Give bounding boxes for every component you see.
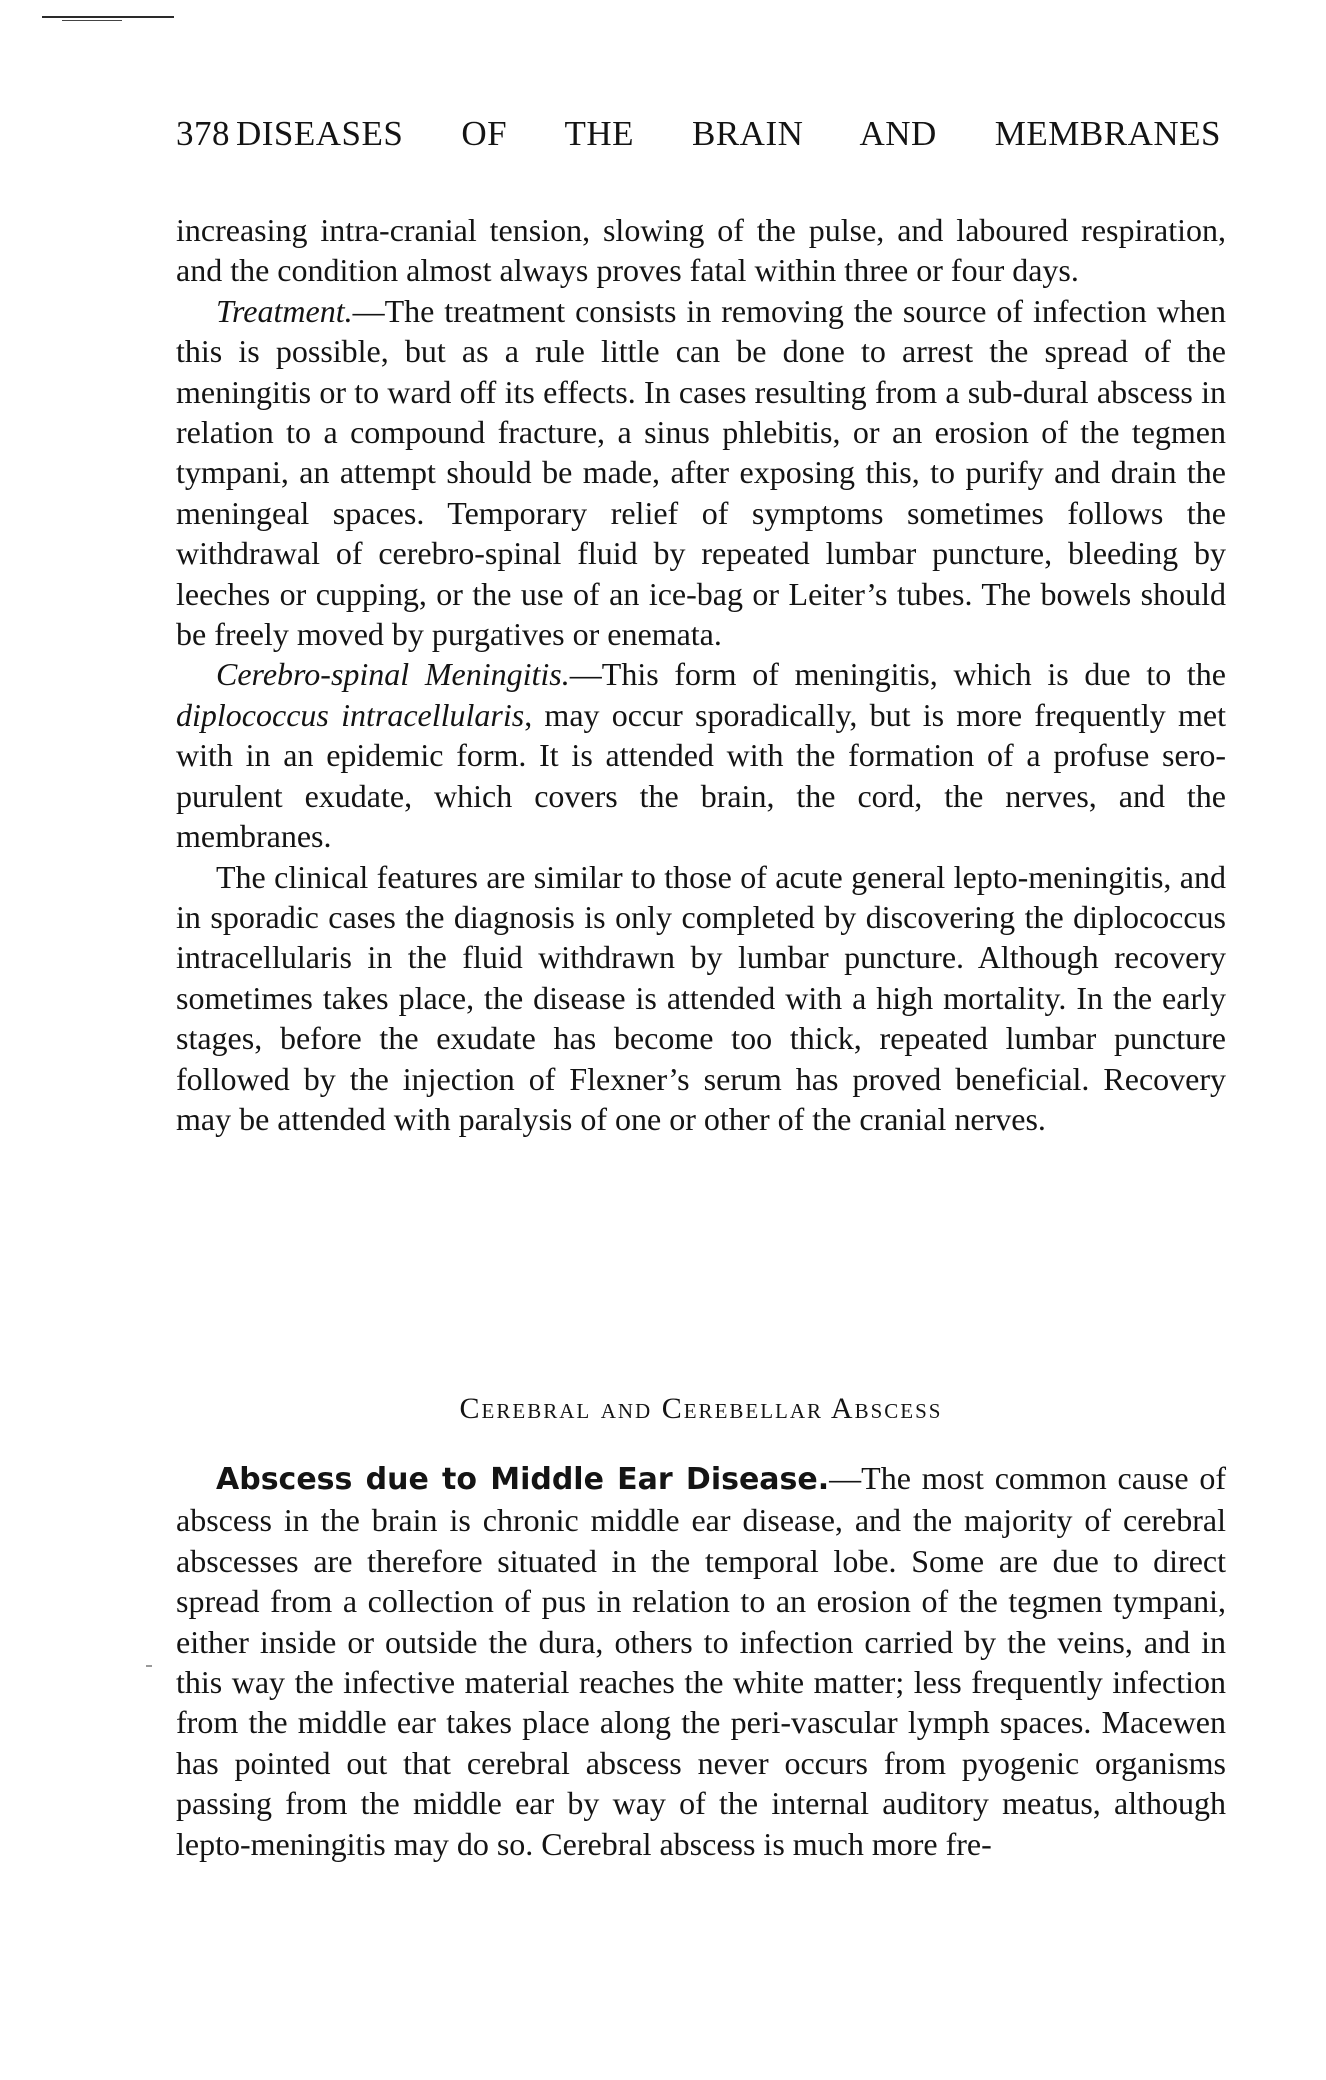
paragraph-text: —The most common cause of abscess in the brain is chronic middle ear disease, and the majority of cerebral abscesses are therefore situated in the temporal lobe. Some are due to direct spread from a collection of pus in relation to an erosion of the tegmen tympani, either inside or outside the dura, others to infection carried by the veins, and in this way the infective material reaches the white matter; less frequently infection from the middle ear takes place along the peri-vascular lymph spaces. Macewen has pointed out that cerebral abscess never occurs from pyogenic organisms passing from the middle ear by way of the internal auditory meatus, although lepto-meningitis may do so. Cerebral abscess is much more fre- <box>176 1460 1226 1862</box>
section-heading: Cerebral and Cerebellar Abscess <box>459 1392 943 1425</box>
running-head: DISEASES OF THE BRAIN AND MEMBRANES <box>236 114 1221 153</box>
paragraph-abscess-middle-ear <box>176 1458 1226 1864</box>
paragraph-cerebro-spinal-meningitis <box>176 654 1226 856</box>
paragraph-text: —This form of meningitis, which is due to the <box>569 656 1227 693</box>
body-text-bottom <box>176 1458 1226 1864</box>
paragraph-text: The clinical features are similar to those of acute general lepto-meningitis, and in sporadic cases the diagnosis is only completed by discovering the diplococcus intracellularis in the fluid withdrawn by lumbar puncture. Although recovery sometimes takes place, the disease is attended with a high mortality. In the early stages, before the exudate has become too thick, repeated lumbar puncture followed by the injection of Flexner’s serum has proved beneficial. Recovery may be attended with paralysis of one or other of the cranial nerves. <box>176 858 1226 1137</box>
paragraph-continuation <box>176 210 1226 291</box>
paragraph-lead: Cerebro-spinal Meningitis. <box>216 656 570 693</box>
italic-term: diplococcus intracellularis <box>176 696 525 733</box>
paragraph-text: —The treatment consists in removing the source of infection when this is possible, but as a rule little can be done to arrest the spread of the meningitis or to ward off its effects. In cases resulting from a sub-dural abscess in relation to a compound fracture, a sinus phlebitis, or an erosion of the tegmen tympani, an attempt should be made, after exposing this, to purify and drain the meningeal spaces. Temporary relief of symptoms sometimes follows the withdrawal of cerebro-spinal fluid by repeated lumbar puncture, bleeding by leeches or cupping, or the use of an ice-bag or Leiter’s tubes. The bowels should be freely moved by purgatives or enemata. <box>176 292 1226 653</box>
paragraph-text: , may occur sporadically, but is more frequently met with in an epidemic form. It is attended with the formation of a profuse sero-purulent exudate, which covers the brain, the cord, the nerves, and the membranes. <box>176 696 1226 855</box>
page-number: 378 <box>176 114 230 153</box>
paragraph-lead: Abscess due to Middle Ear Disease. <box>216 1462 830 1497</box>
margin-mark <box>146 1665 152 1667</box>
paragraph-treatment <box>176 291 1226 655</box>
paragraph-text: increasing intra-cranial tension, slowing of the pulse, and laboured respiration, and the condition almost always proves fatal within three or four days. <box>176 212 1226 289</box>
scan-edge-mark <box>42 16 174 18</box>
page-header <box>176 114 1226 164</box>
paragraph-clinical-features <box>176 857 1226 1140</box>
body-text-top <box>176 210 1226 1139</box>
paragraph-lead: Treatment. <box>216 292 353 329</box>
